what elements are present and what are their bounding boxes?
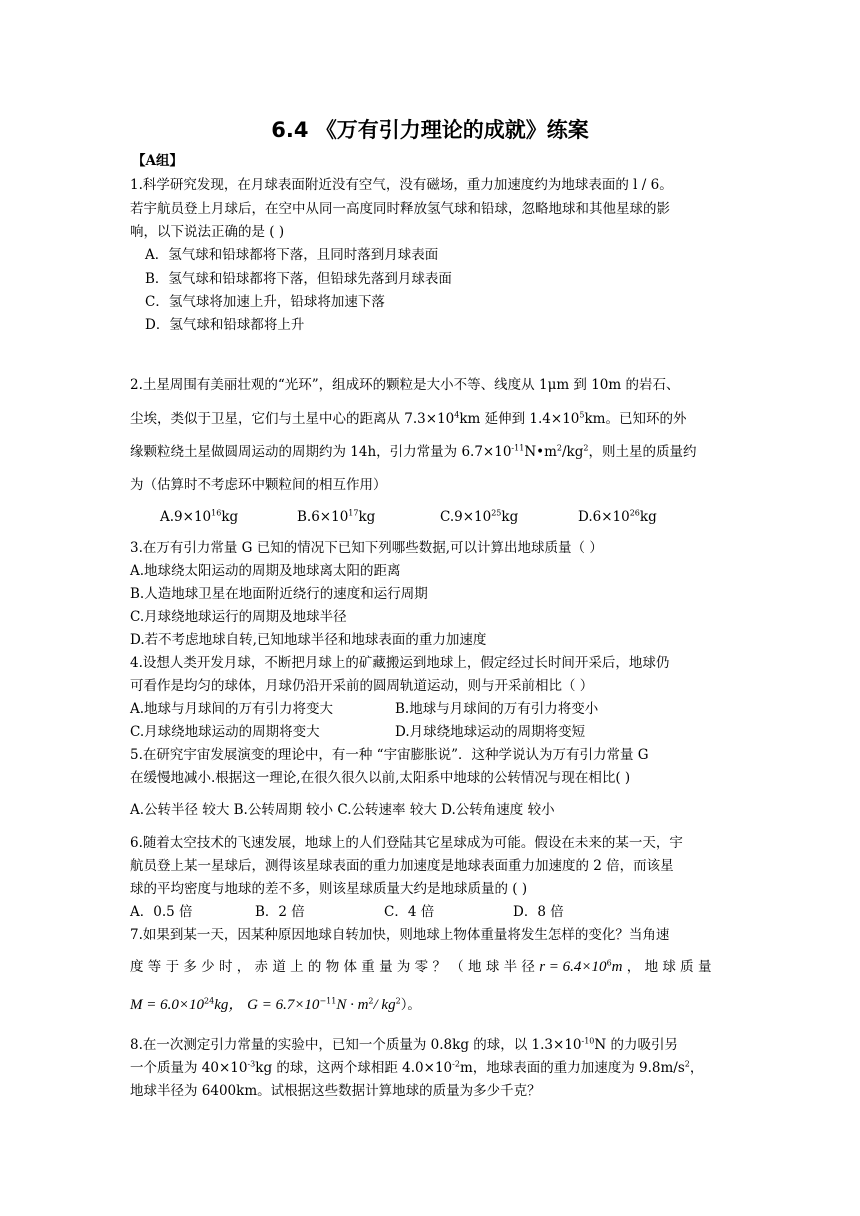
q2-line-4: 为（估算时不考虑环中颗粒间的相互作用） — [130, 477, 387, 493]
q1-line-2: 若宇航员登上月球后，在空中从同一高度同时释放氢气球和铅球，忽略地球和其他星球的影 — [130, 201, 670, 217]
q5-line-2: 在缓慢地减小.根据这一理论,在很久很久以前,太阳系中地球的公转情况与现在相比( ) — [130, 770, 631, 786]
q2-option-d: $D.6\times 10^{26}kg$ — [578, 508, 657, 525]
q7-line-1: 7.如果到某一天，因某种原因地球自转加快，则地球上物体重量将发生怎样的变化？当角速 — [130, 927, 670, 943]
q6-option-b: B．2 倍 — [255, 904, 305, 920]
q4-option-a: A.地球与月球间的万有引力将变大 — [130, 701, 334, 717]
q2-line-2: 尘埃，类似于卫星，它们与土星中心的距离从 $7.3\times 10^4km$ 延伸到 $1.4\times 10^5km$。已知环的外 — [130, 410, 687, 427]
q4-option-c: C.月球绕地球运动的周期将变大 — [130, 724, 320, 740]
q5-line-1: 5.在研究宇宙发展演变的理论中，有一种 “宇宙膨胀说”．这种学说认为万有引力常量 G — [130, 747, 649, 763]
q3-option-b: B.人造地球卫星在地面附近绕行的速度和运行周期 — [130, 586, 428, 602]
q1-option-a: A．氢气球和铅球都将下落，且同时落到月球表面 — [145, 247, 439, 263]
q1-option-c: C．氢气球将加速上升，铅球将加速下落 — [145, 294, 385, 310]
q7-line-2: 度 等 于 多 少 时 ， 赤 道 上 的 物 体 重 量 为 零 ？ （ 地 球 半 径 $r = 6.4\times 10^6m$ ， 地 球 质 量 — [130, 958, 712, 975]
page-title: 6.4 《万有引力理论的成就》练案 — [271, 118, 589, 142]
q2-line-3: 缘颗粒绕土星做圆周运动的周期约为 14h，引力常量为 $6.7\times 10^{-11}N•m^2/kg^2$，则土星的质量约 — [130, 443, 697, 460]
q8-line-3: 地球半径为 6400km。试根据这些数据计算地球的质量为多少千克？ — [130, 1083, 541, 1099]
q4-line-2: 可看作是均匀的球体，月球仍沿开采前的圆周轨道运动，则与开采前相比（ ） — [130, 678, 594, 694]
q2-option-b: $B.6\times 10^{17}kg$ — [297, 508, 376, 525]
q1-option-d: D．氢气球和铅球都将上升 — [145, 317, 305, 333]
q1-line-3: 响，以下说法正确的是 ( ) — [130, 224, 285, 240]
q4-line-1: 4.设想人类开发月球，不断把月球上的矿藏搬运到地球上，假定经过长时间开采后，地球仍 — [130, 655, 670, 671]
q4-option-b: B.地球与月球间的万有引力将变小 — [395, 701, 599, 717]
q2-option-a: $A.9\times 10^{16}kg$ — [160, 508, 239, 525]
q1-option-b: B．氢气球和铅球都将下落，但铅球先落到月球表面 — [145, 271, 452, 287]
q6-option-d: D．8 倍 — [513, 904, 564, 920]
q6-line-2: 航员登上某一星球后，测得该星球表面的重力加速度是地球表面重力加速度的 2 倍，而该星 — [130, 858, 674, 874]
q6-option-c: C．4 倍 — [384, 904, 435, 920]
q5-options: A.公转半径 较大 B.公转周期 较小 C.公转速率 较大 D.公转角速度 较小 — [130, 802, 555, 818]
q3-option-d: D.若不考虑地球自转,已知地球半径和地球表面的重力加速度 — [130, 632, 487, 648]
q2-line-1: 2.土星周围有美丽壮观的“光环”，组成环的颗粒是大小不等、线度从 1μm 到 10m 的岩石、 — [130, 377, 680, 393]
q3-option-a: A.地球绕太阳运动的周期及地球离太阳的距离 — [130, 563, 401, 579]
q3-option-c: C.月球绕地球运行的周期及地球半径 — [130, 609, 347, 625]
q1-line-1: 1.科学研究发现，在月球表面附近没有空气，没有磁场，重力加速度约为地球表面的 l / 6。 — [130, 177, 673, 193]
q8-line-1: 8.在一次测定引力常量的实验中，已知一个质量为 0.8kg 的球，以 $1.3\times 10^{-10}N$ 的力吸引另 — [130, 1036, 679, 1053]
q7-line-3: $M = 6.0\times 10^{24}kg$， $G = 6.7\times 10^{-11}N \cdot m^2/$ $kg^2$）。 — [130, 996, 421, 1013]
q2-option-c: $C.9\times 10^{25}kg$ — [440, 508, 519, 525]
q6-line-3: 球的平均密度与地球的差不多，则该星球质量大约是地球质量的 ( ) — [130, 881, 528, 897]
q8-line-2: 一个质量为 $40\times 10^{-3}kg$ 的球，这两个球相距 $4.0\times 10^{-2}m$，地球表面的重力加速度为 $9.8m/s^2$， — [130, 1059, 704, 1076]
group-heading: 【A组】 — [132, 153, 183, 169]
q6-line-1: 6.随着太空技术的飞速发展，地球上的人们登陆其它星球成为可能。假设在未来的某一天，宇 — [130, 835, 683, 851]
q6-option-a: A．0.5 倍 — [130, 904, 193, 920]
q3-line-1: 3.在万有引力常量 G 已知的情况下已知下列哪些数据,可以计算出地球质量（ ） — [130, 540, 603, 556]
q4-option-d: D.月球绕地球运动的周期将变短 — [395, 724, 586, 740]
